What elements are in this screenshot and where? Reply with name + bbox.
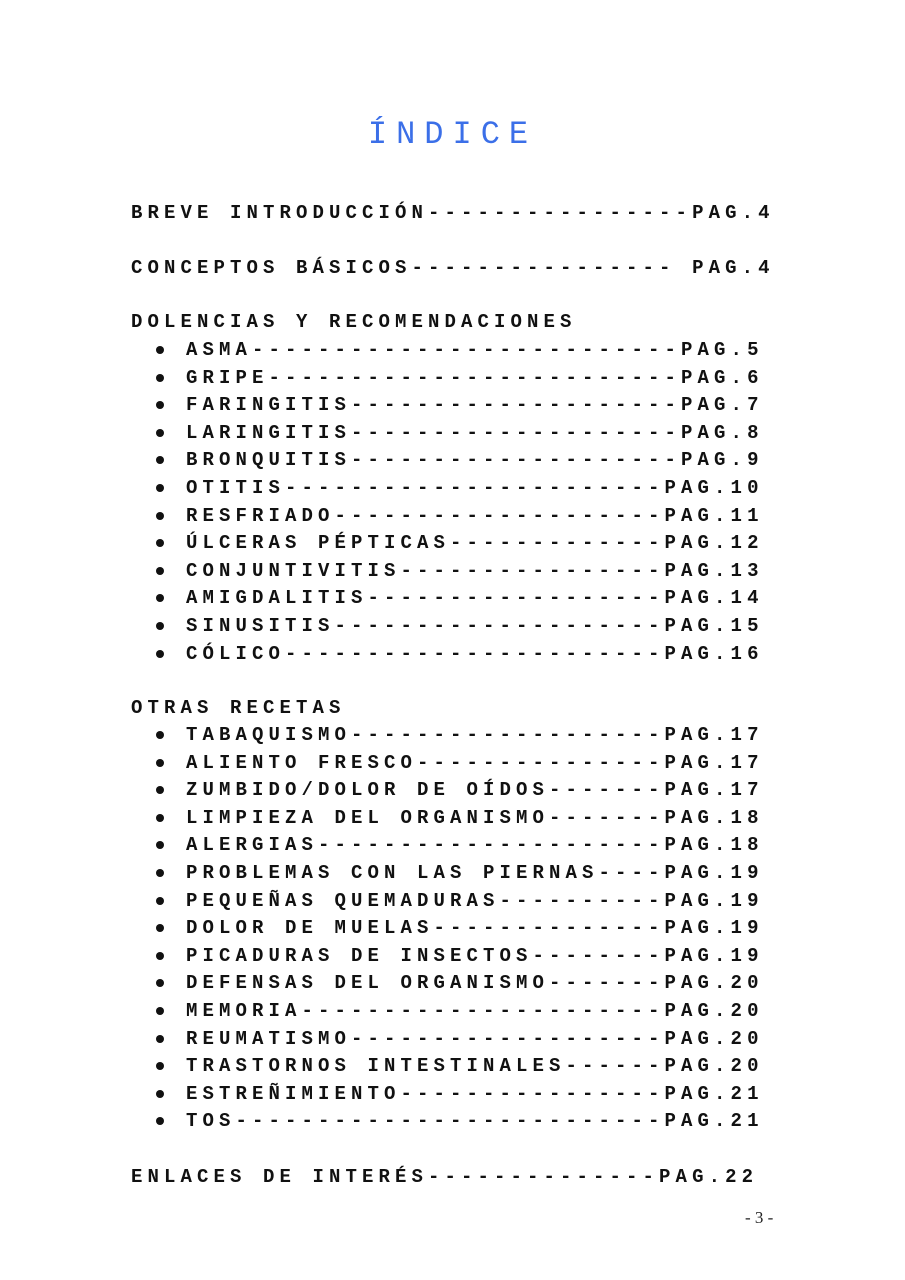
toc-entry-enlaces: ENLACES DE INTERÉS--------------PAG.22	[131, 1166, 759, 1188]
toc-list-item: LIMPIEZA DEL ORGANISMO-------PAG.18	[186, 806, 764, 829]
toc-list-item: ÚLCERAS PÉPTICAS-------------PAG.12	[186, 532, 764, 555]
toc-list-item: SINUSITIS--------------------PAG.15	[186, 615, 764, 637]
toc-list-item: AMIGDALITIS------------------PAG.14	[186, 587, 764, 610]
toc-list-item: ALERGIAS---------------------PAG.18	[186, 834, 764, 857]
bullet-icon	[156, 979, 164, 987]
toc-list-item: ALIENTO FRESCO---------------PAG.17	[186, 751, 764, 774]
bullet-icon	[156, 650, 164, 658]
bullet-icon	[156, 401, 164, 409]
bullet-icon	[156, 1062, 164, 1070]
toc-list-item: REUMATISMO-------------------PAG.20	[186, 1027, 764, 1050]
bullet-icon	[156, 869, 164, 877]
toc-list-item: DOLOR DE MUELAS--------------PAG.19	[186, 917, 764, 940]
bullet-icon	[156, 567, 164, 575]
bullet-icon	[156, 1117, 164, 1125]
toc-list-item: GRIPE-------------------------PAG.6	[186, 366, 764, 389]
toc-list-item: CONJUNTIVITIS----------------PAG.13	[186, 559, 764, 582]
toc-list-item: TOS--------------------------PAG.21	[186, 1110, 764, 1133]
toc-list-item: CÓLICO-----------------------PAG.16	[186, 642, 764, 665]
bullet-icon	[156, 484, 164, 492]
bullet-icon	[156, 1007, 164, 1015]
bullet-icon	[156, 786, 164, 794]
bullet-icon	[156, 1090, 164, 1098]
toc-list-item: RESFRIADO--------------------PAG.11	[186, 504, 764, 527]
toc-list-item: ASMA--------------------------PAG.5	[186, 339, 764, 361]
toc-list-item: BRONQUITIS--------------------PAG.9	[186, 449, 764, 472]
bullet-icon	[156, 429, 164, 437]
toc-list-item: FARINGITIS--------------------PAG.7	[186, 394, 764, 417]
toc-list-item: MEMORIA----------------------PAG.20	[186, 1000, 764, 1022]
toc-list-item: ESTREÑIMIENTO----------------PAG.21	[186, 1082, 764, 1105]
page-title: ÍNDICE	[367, 116, 538, 153]
bullet-icon	[156, 814, 164, 822]
bullet-icon	[156, 924, 164, 932]
bullet-icon	[156, 594, 164, 602]
bullet-icon	[156, 539, 164, 547]
bullet-icon	[156, 346, 164, 354]
section-heading-dolencias: DOLENCIAS Y RECOMENDACIONES	[131, 311, 577, 333]
bullet-icon	[156, 897, 164, 905]
bullet-icon	[156, 731, 164, 739]
toc-entry-conceptos: CONCEPTOS BÁSICOS---------------- PAG.4	[131, 257, 775, 279]
toc-list-item: PEQUEÑAS QUEMADURAS----------PAG.19	[186, 889, 764, 912]
toc-entry-intro: BREVE INTRODUCCIÓN----------------PAG.4	[131, 202, 775, 224]
bullet-icon	[156, 1035, 164, 1043]
toc-list-item: OTITIS-----------------------PAG.10	[186, 477, 764, 499]
toc-list-item: TRASTORNOS INTESTINALES------PAG.20	[186, 1055, 764, 1078]
bullet-icon	[156, 952, 164, 960]
toc-list-item: PROBLEMAS CON LAS PIERNAS----PAG.19	[186, 862, 764, 884]
section-heading-otras: OTRAS RECETAS	[131, 697, 346, 719]
toc-list-item: ZUMBIDO/DOLOR DE OÍDOS-------PAG.17	[186, 779, 764, 802]
toc-list-item: PICADURAS DE INSECTOS--------PAG.19	[186, 944, 764, 967]
bullet-icon	[156, 622, 164, 630]
toc-list-item: DEFENSAS DEL ORGANISMO-------PAG.20	[186, 972, 764, 995]
page-number: - 3 -	[745, 1208, 774, 1227]
bullet-icon	[156, 759, 164, 767]
toc-list-item: LARINGITIS--------------------PAG.8	[186, 421, 764, 444]
bullet-icon	[156, 512, 164, 520]
bullet-icon	[156, 456, 164, 464]
bullet-icon	[156, 374, 164, 382]
toc-list-item: TABAQUISMO-------------------PAG.17	[186, 724, 764, 746]
bullet-icon	[156, 841, 164, 849]
